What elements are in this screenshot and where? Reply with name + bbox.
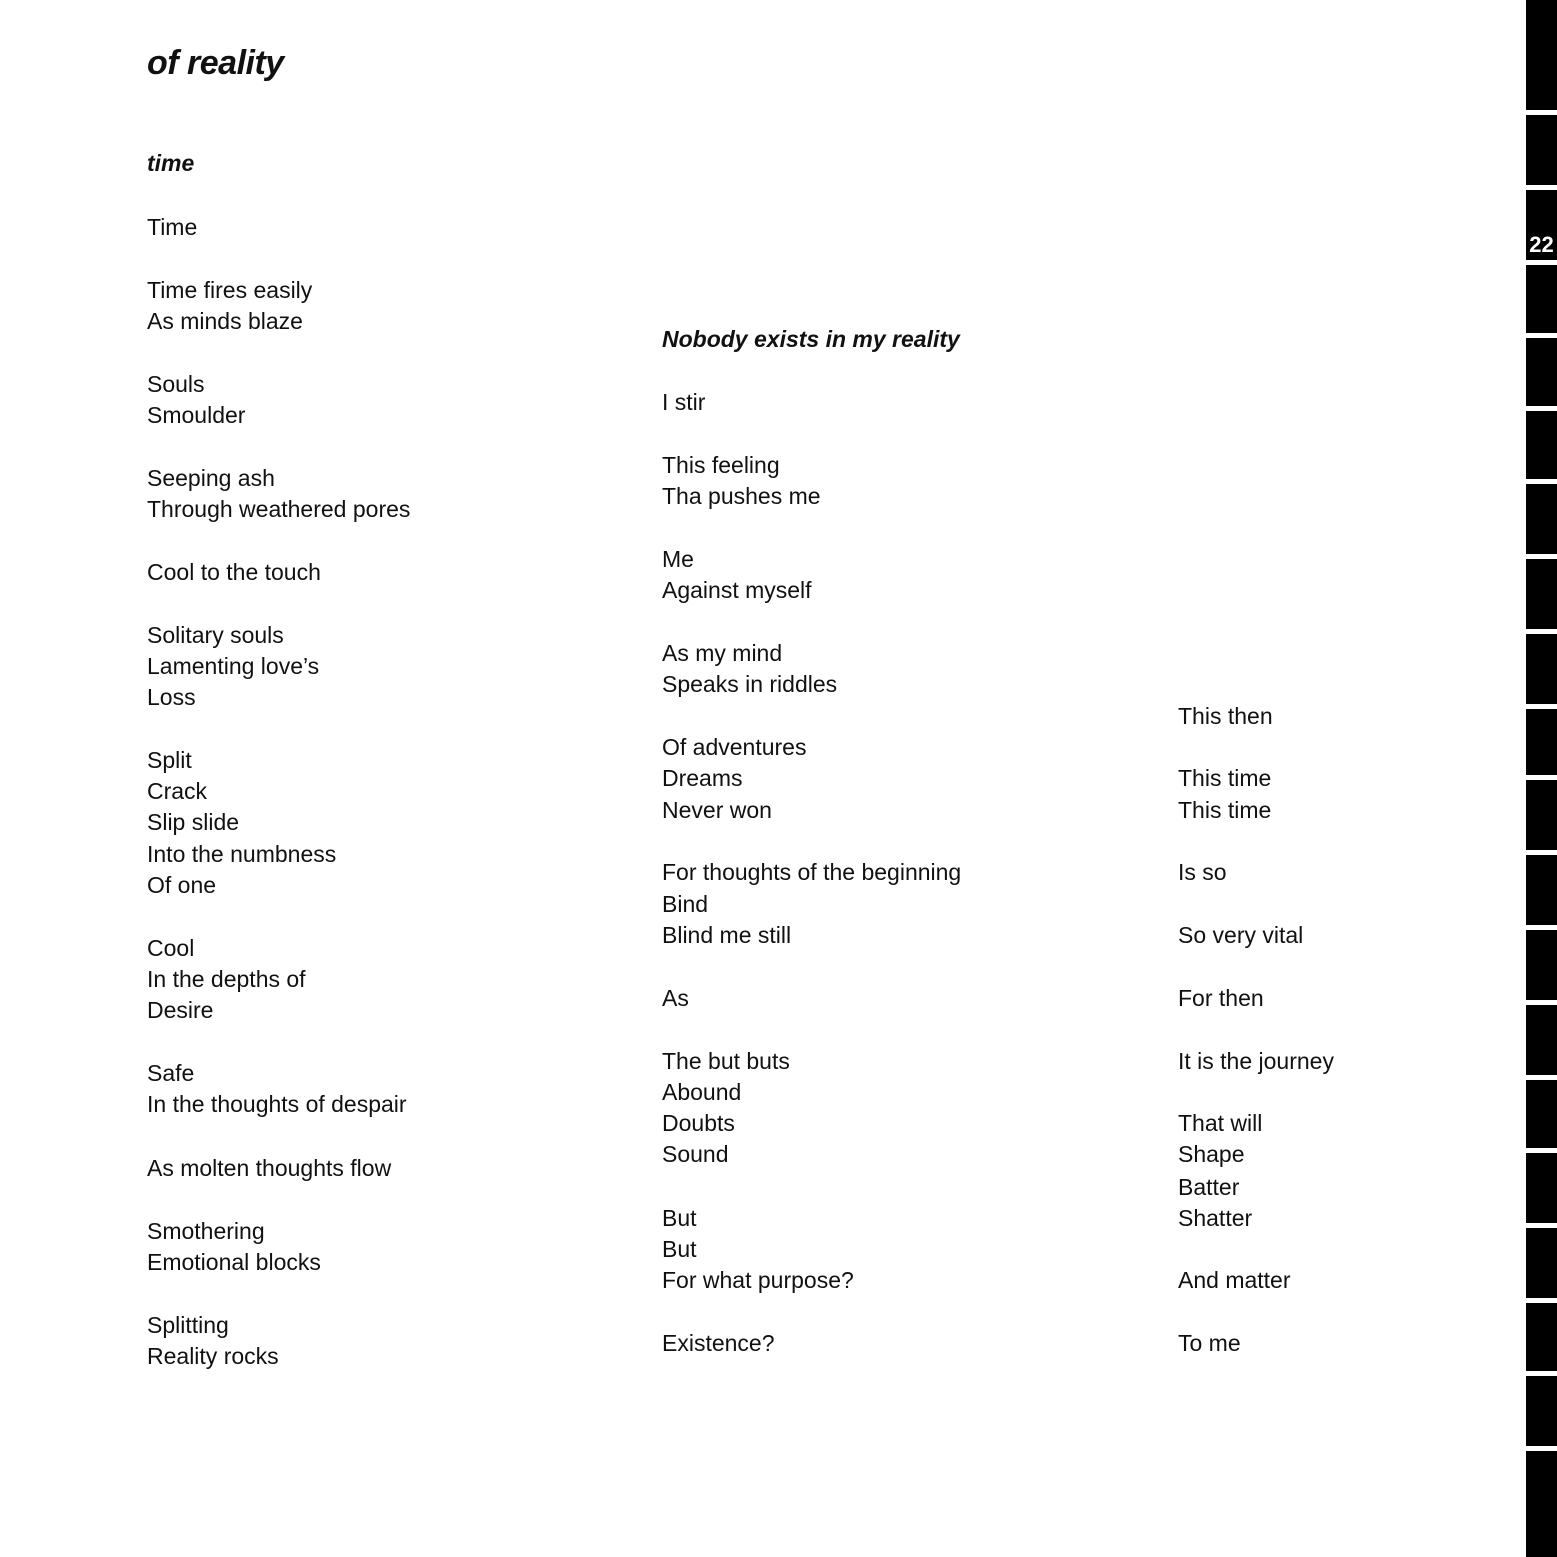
poem-line: In the depths of bbox=[147, 966, 306, 992]
index-tab bbox=[1526, 1228, 1557, 1298]
poem-line: As minds blaze bbox=[147, 308, 303, 334]
poem-line: Souls bbox=[147, 371, 205, 397]
index-tab bbox=[1526, 484, 1557, 554]
poem-line: Time fires easily bbox=[147, 277, 313, 303]
poem-line: Into the numbness bbox=[147, 841, 337, 867]
poem-line: Doubts bbox=[662, 1110, 735, 1136]
poem-line: Solitary souls bbox=[147, 622, 284, 648]
index-tab bbox=[1526, 559, 1557, 629]
poem-line: Dreams bbox=[662, 765, 743, 791]
index-tab bbox=[1526, 0, 1557, 110]
poem-line: Shape bbox=[1178, 1141, 1245, 1167]
poem-line: Tha pushes me bbox=[662, 483, 821, 509]
poem-line: Existence? bbox=[662, 1330, 775, 1356]
poem-line: I stir bbox=[662, 389, 706, 415]
poem-line: Smothering bbox=[147, 1218, 265, 1244]
poem-line: Cool bbox=[147, 935, 195, 961]
poem-line: But bbox=[662, 1205, 697, 1231]
poem-line: So very vital bbox=[1178, 922, 1304, 948]
poem-line: Through weathered pores bbox=[147, 496, 411, 522]
poem-line: Is so bbox=[1178, 859, 1227, 885]
poem-line: Split bbox=[147, 747, 192, 773]
poem-line: Never won bbox=[662, 797, 772, 823]
index-tab bbox=[1526, 1005, 1557, 1075]
poem-line: Lamenting love’s bbox=[147, 653, 320, 679]
poem-line: Sound bbox=[662, 1141, 729, 1167]
poem-line: In the thoughts of despair bbox=[147, 1091, 407, 1117]
poem-line: As molten thoughts flow bbox=[147, 1155, 392, 1181]
page-number: 22 bbox=[1529, 232, 1554, 257]
poem-line: And matter bbox=[1178, 1267, 1291, 1293]
poem-line: To me bbox=[1178, 1330, 1241, 1356]
poem-line: Shatter bbox=[1178, 1205, 1253, 1231]
poem-line: Speaks in riddles bbox=[662, 671, 838, 697]
index-tab-current bbox=[1526, 190, 1557, 260]
poem-line: Of one bbox=[147, 872, 217, 898]
poem-title: Nobody exists in my reality bbox=[662, 326, 960, 352]
index-tab bbox=[1526, 1303, 1557, 1371]
poem-line: Desire bbox=[147, 997, 214, 1023]
poem-line: Splitting bbox=[147, 1312, 229, 1338]
poem-line: Safe bbox=[147, 1060, 195, 1086]
poem-line: As my mind bbox=[662, 640, 783, 666]
index-tab bbox=[1526, 930, 1557, 1000]
poem-line: But bbox=[662, 1236, 697, 1262]
index-tab bbox=[1526, 634, 1557, 704]
poem-line: As bbox=[662, 985, 689, 1011]
poem-line: Slip slide bbox=[147, 809, 240, 835]
poem-line: This time bbox=[1178, 765, 1272, 791]
index-tab bbox=[1526, 855, 1557, 925]
poem-line: Bind bbox=[662, 891, 709, 917]
poem-line: Smoulder bbox=[147, 402, 246, 428]
index-tab bbox=[1526, 411, 1557, 479]
poem-line: Of adventures bbox=[662, 734, 807, 760]
poem-line: Against myself bbox=[662, 577, 812, 603]
poem-line: Abound bbox=[662, 1079, 742, 1105]
poem-line: For thoughts of the beginning bbox=[662, 859, 962, 885]
thumb-index-strip bbox=[1526, 0, 1557, 1557]
poem-line: Loss bbox=[147, 684, 196, 710]
poem-line: Batter bbox=[1178, 1174, 1240, 1200]
index-tab bbox=[1526, 1080, 1557, 1148]
poem-line: For what purpose? bbox=[662, 1267, 854, 1293]
index-tab bbox=[1526, 115, 1557, 185]
index-tab bbox=[1526, 780, 1557, 850]
poem-line: The but buts bbox=[662, 1048, 790, 1074]
poem-line: Blind me still bbox=[662, 922, 792, 948]
poem-line: That will bbox=[1178, 1110, 1263, 1136]
poem-line: This time bbox=[1178, 797, 1272, 823]
poem-title: time bbox=[147, 150, 195, 176]
index-tab bbox=[1526, 709, 1557, 775]
poem-line: Seeping ash bbox=[147, 465, 275, 491]
section-title: of reality bbox=[147, 44, 284, 82]
index-tab bbox=[1526, 1451, 1557, 1557]
poem-line: Cool to the touch bbox=[147, 559, 321, 585]
poem-line: Reality rocks bbox=[147, 1343, 279, 1369]
poem-line: Crack bbox=[147, 778, 208, 804]
poem-line: For then bbox=[1178, 985, 1264, 1011]
poem-line: This feeling bbox=[662, 452, 780, 478]
poem-line: It is the journey bbox=[1178, 1048, 1334, 1074]
index-tab bbox=[1526, 1153, 1557, 1223]
poem-line: This then bbox=[1178, 703, 1273, 729]
poem-line: Emotional blocks bbox=[147, 1249, 321, 1275]
index-tab bbox=[1526, 1376, 1557, 1446]
index-tab bbox=[1526, 338, 1557, 406]
poem-line: Time bbox=[147, 214, 198, 240]
poem-line: Me bbox=[662, 546, 694, 572]
index-tab bbox=[1526, 265, 1557, 333]
